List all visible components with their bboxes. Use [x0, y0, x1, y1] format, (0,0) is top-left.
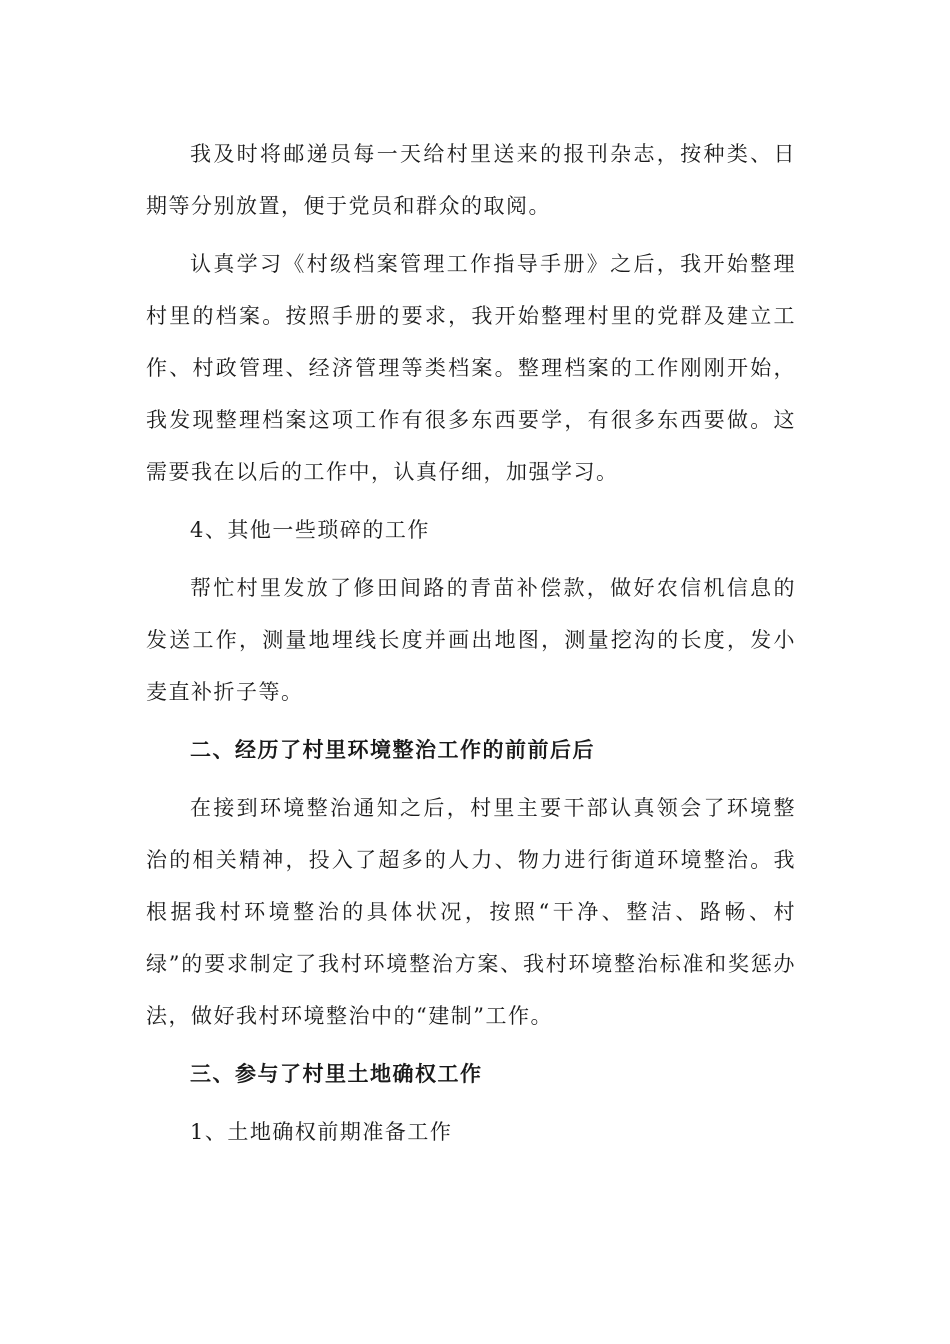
paragraph-item-land-preparation: 1、土地确权前期准备工作	[190, 1120, 453, 1144]
paragraph-misc-tasks: 帮忙村里发放了修田间路的青苗补偿款，做好农信机信息的发送工作，测量地埋线长度并画出地图，测量挖沟的长度，发小麦直补折子等。	[146, 576, 796, 704]
paragraph-environment-rectification: 在接到环境整治通知之后，村里主要干部认真领会了环境整治的相关精神，投入了超多的人力、物力进行街道环境整治。我根据我村环境整治的具体状况，按照“干净、整洁、路畅、村绿”的要求制定了我村环境整治方案、我村环境整治标准和奖惩办法，做好我村环境整治中的“建制”工作。	[146, 796, 796, 1028]
paragraph-archive-management: 认真学习《村级档案管理工作指导手册》之后，我开始整理村里的档案。按照手册的要求，我开始整理村里的党群及建立工作、村政管理、经济管理等类档案。整理档案的工作刚刚开始，我发现整理档案这项工作有很多东西要学，有很多东西要做。这需要我在以后的工作中，认真仔细，加强学习。	[146, 252, 796, 484]
document-body	[146, 128, 796, 1164]
section-heading-land-rights: 三、参与了村里土地确权工作	[190, 1062, 483, 1086]
paragraph-newspaper-sorting: 我及时将邮递员每一天给村里送来的报刊杂志，按种类、日期等分别放置，便于党员和群众的取阅。	[146, 142, 796, 218]
section-heading-environment: 二、经历了村里环境整治工作的前前后后	[190, 738, 595, 762]
paragraph-item-other-work: 4、其他一些琐碎的工作	[190, 518, 430, 542]
